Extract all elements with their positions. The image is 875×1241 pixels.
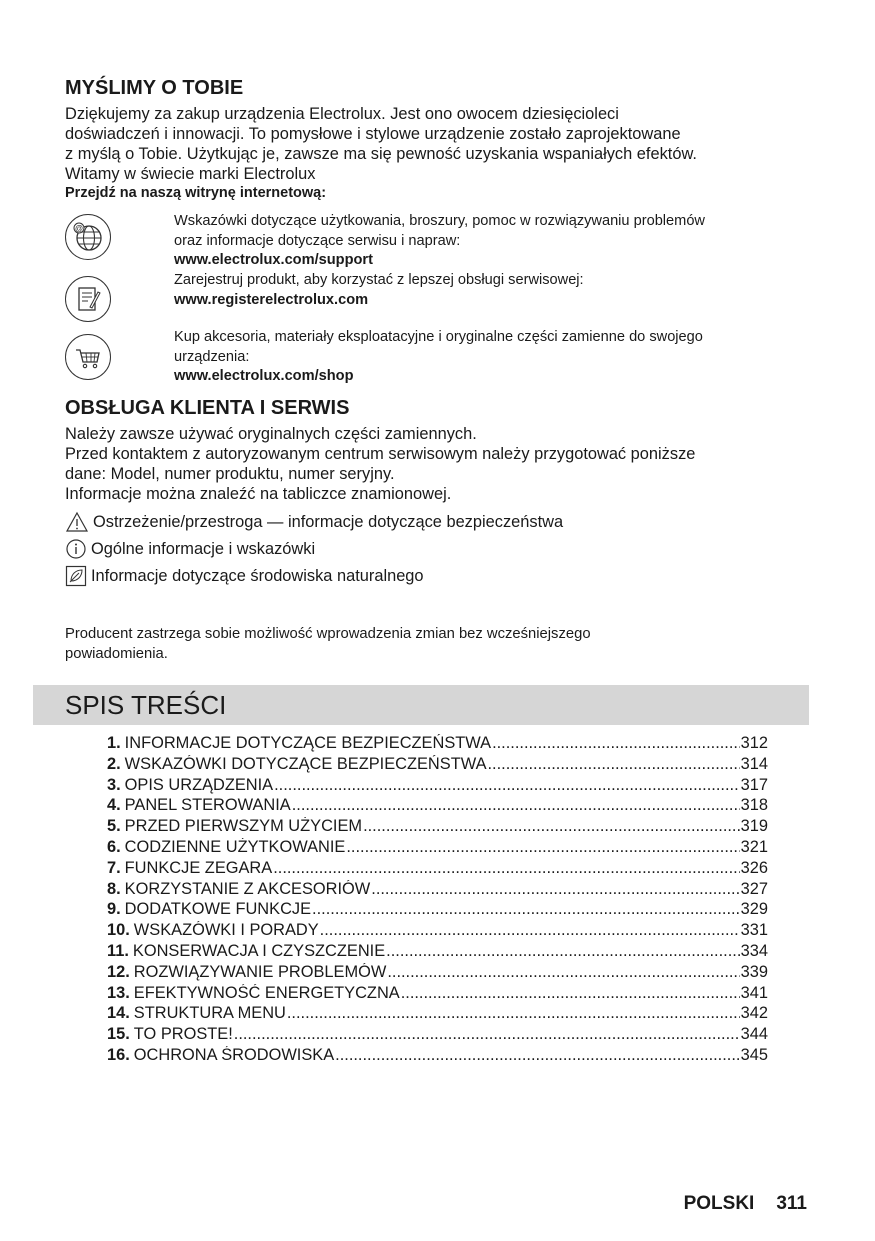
intro-paragraph [65,104,805,184]
toc-entry-number: 16. [107,1045,130,1064]
toc-entry-number: 14. [107,1004,130,1023]
toc-entry-number: 15. [107,1025,130,1044]
shop-info [174,328,794,387]
toc-entry-number: 13. [107,983,130,1002]
support-text-line: Wskazówki dotyczące użytkowania, broszury, pomoc w rozwiązywaniu problemów [174,213,705,229]
toc-entry-page: 342 [740,1004,768,1023]
toc-entry-number: 9. [107,900,121,919]
toc-entry-label: OPIS URZĄDZENIA [124,775,274,794]
toc-entry-page: 314 [740,754,768,773]
toc-entry-label: KONSERWACJA I CZYSZCZENIE [132,941,386,960]
service-line: Należy zawsze używać oryginalnych części zamiennych. [65,425,477,443]
warning-icon [65,511,89,533]
toc-dot-leader [386,942,739,961]
register-link[interactable]: www.registerelectrolux.com [174,291,369,308]
toc-dot-leader [346,838,739,857]
section-title-customer-service: OBSŁUGA KLIENTA I SERWIS [65,397,350,419]
shop-link[interactable]: www.electrolux.com/shop [174,368,354,384]
legend-info [65,538,315,560]
page-footer [684,1193,807,1215]
toc-entry-page: 321 [740,837,768,856]
intro-line: Dziękujemy za zakup urządzenia Electrolux. Jest ono owocem dziesięcioleci [65,105,619,123]
environment-icon [65,565,87,587]
toc-dot-leader [234,1025,740,1044]
disclaimer-line: powiadomienia. [65,646,168,662]
toc-entry[interactable] [107,817,768,838]
intro-line: z myślą o Tobie. Użytkując je, zawsze ma się pewność uzyskania wspaniałych efektów. [65,145,697,163]
toc-dot-leader [292,796,740,815]
legend-info-text: Ogólne informacje i wskazówki [91,539,316,558]
toc-entry-number: 8. [107,879,121,898]
info-icon [65,538,87,560]
toc-entry-label: WSKAZÓWKI I PORADY [133,921,319,940]
toc-entry[interactable] [107,1004,768,1025]
toc-entry[interactable] [107,921,768,942]
toc-entry[interactable] [107,859,768,880]
toc-entry-page: 339 [740,962,768,981]
legend-warning-text: Ostrzeżenie/przestroga — informacje dotyczące bezpieczeństwa [93,512,564,531]
table-of-contents [107,734,768,1067]
toc-entry-label: PRZED PIERWSZYM UŻYCIEM [124,817,363,836]
toc-entry-label: INFORMACJE DOTYCZĄCE BEZPIECZEŃSTWA [124,734,492,752]
legend-environment-text: Informacje dotyczące środowiska naturalnego [91,566,424,585]
toc-entry[interactable] [107,880,768,901]
cart-icon [65,334,111,380]
toc-entry-number: 12. [107,962,130,981]
svg-text:@: @ [75,224,83,233]
toc-entry-page: 344 [740,1025,768,1044]
footer-page-number: 311 [776,1193,807,1214]
register-info [174,271,794,310]
toc-entry-label: EFEKTYWNOŚĆ ENERGETYCZNA [133,983,400,1002]
shop-text-line: urządzenia: [174,348,250,365]
toc-dot-leader [273,859,739,878]
toc-entry-page: 341 [740,983,768,1002]
toc-dot-leader [492,734,740,753]
section-title-thinking-of-you: MYŚLIMY O TOBIE [65,77,244,99]
toc-entry-label: TO PROSTE! [133,1025,233,1044]
toc-entry[interactable] [107,796,768,817]
intro-line: Witamy w świecie marki Electrolux [65,165,316,183]
toc-entry-page: 329 [740,900,768,919]
disclaimer-line: Producent zastrzega sobie możliwość wprowadzenia zmian bez wcześniejszego [65,626,591,642]
footer-language: POLSKI [683,1193,755,1214]
toc-dot-leader [363,817,740,836]
toc-dot-leader [401,984,740,1003]
toc-dot-leader [287,1004,740,1023]
service-paragraph [65,424,805,504]
toc-entry-page: 327 [740,879,768,898]
shop-text-line: Kup akcesoria, materiały eksploatacyjne i oryginalne części zamienne do swojego [174,329,703,345]
toc-entry-label: ROZWIĄZYWANIE PROBLEMÓW [133,962,387,981]
toc-entry-label: CODZIENNE UŻYTKOWANIE [124,837,346,856]
support-link[interactable]: www.electrolux.com/support [174,252,373,268]
toc-entry-label: WSKAZÓWKI DOTYCZĄCE BEZPIECZEŃSTWA [124,754,487,773]
legend-environment [65,565,424,587]
globe-icon [65,214,111,260]
toc-entry-page: 331 [740,921,768,940]
toc-dot-leader [488,755,740,774]
toc-entry-label: KORZYSTANIE Z AKCESORIÓW [124,879,371,898]
toc-dot-leader [335,1046,739,1065]
support-text-line: oraz informacje dotyczące serwisu i napraw: [174,232,461,249]
toc-entry[interactable] [107,838,768,859]
toc-entry-page: 317 [740,775,768,794]
toc-entry-number: 1. [107,734,121,752]
toc-title: SPIS TREŚCI [65,690,227,720]
visit-website-label: Przejdź na naszą witrynę internetową: [65,185,327,201]
toc-entry-label: PANEL STEROWANIA [124,796,291,815]
toc-entry-number: 6. [107,837,121,856]
toc-entry[interactable] [107,734,768,755]
toc-dot-leader [320,921,740,940]
toc-entry-number: 3. [107,775,121,794]
toc-entry-number: 11. [107,941,129,960]
toc-dot-leader [274,776,740,795]
toc-entry-number: 5. [107,817,121,836]
toc-dot-leader [371,880,739,899]
service-line: Przed kontaktem z autoryzowanym centrum serwisowym należy przygotować poniższe [65,445,696,463]
toc-entry-label: DODATKOWE FUNKCJE [124,900,312,919]
register-text-line: Zarejestruj produkt, aby korzystać z lepszej obsługi serwisowej: [174,272,584,288]
toc-entry-page: 326 [740,858,768,877]
toc-entry-page: 312 [740,734,768,752]
toc-entry-label: FUNKCJE ZEGARA [124,858,273,877]
intro-line: doświadczeń i innowacji. To pomysłowe i stylowe urządzenie zostało zaprojektowane [65,125,681,143]
toc-entry[interactable] [107,776,768,797]
disclaimer-note [65,624,591,664]
toc-entry[interactable] [107,984,768,1005]
toc-dot-leader [387,963,739,982]
toc-entry[interactable] [107,900,768,921]
toc-entry-page: 319 [740,817,768,836]
toc-entry-label: OCHRONA ŚRODOWISKA [133,1045,335,1064]
toc-entry-page: 345 [740,1045,768,1064]
service-line: Informacje można znaleźć na tabliczce znamionowej. [65,485,452,503]
toc-entry-number: 10. [107,921,130,940]
toc-entry-number: 2. [107,754,121,773]
toc-entry[interactable] [107,942,768,963]
toc-entry[interactable] [107,755,768,776]
toc-entry[interactable] [107,963,768,984]
toc-entry-label: STRUKTURA MENU [133,1004,286,1023]
toc-entry-number: 4. [107,796,121,815]
toc-entry-page: 334 [740,941,768,960]
service-line: dane: Model, numer produktu, numer seryjny. [65,465,395,483]
toc-dot-leader [312,900,740,919]
toc-entry-number: 7. [107,858,121,877]
support-info [174,212,794,271]
toc-entry-page: 318 [740,796,768,815]
toc-entry[interactable] [107,1025,768,1046]
toc-entry[interactable] [107,1046,768,1067]
register-icon [65,276,111,322]
legend-warning [65,511,563,533]
